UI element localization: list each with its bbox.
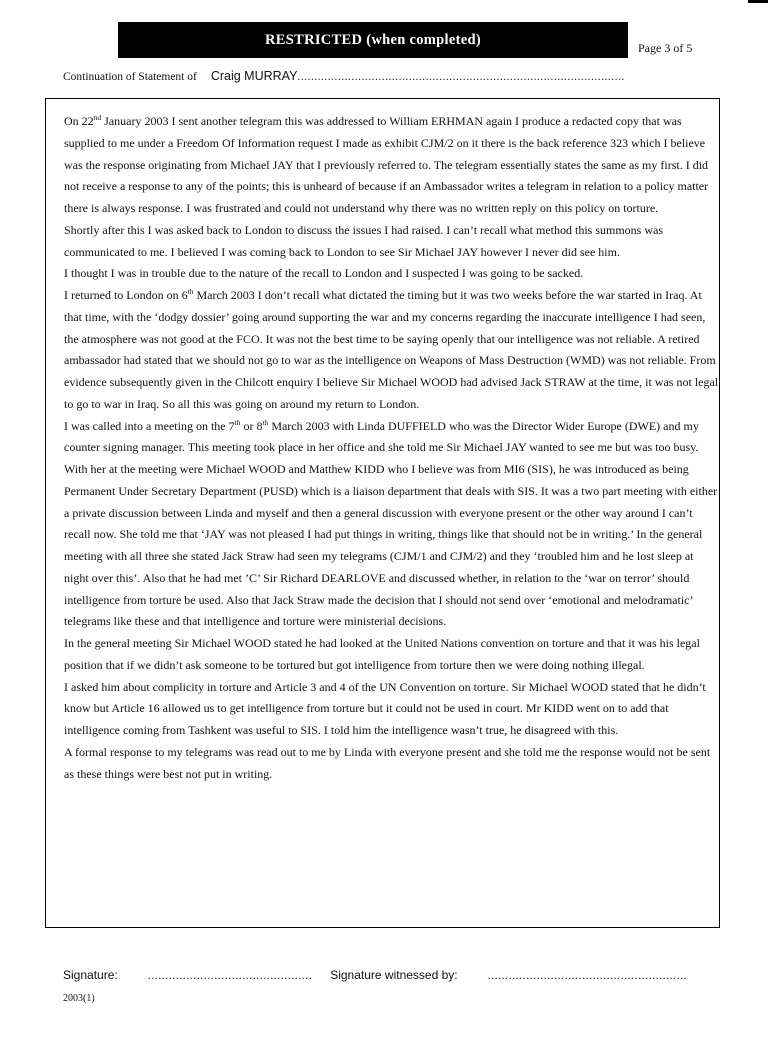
statement-paragraph [64,220,719,264]
statement-paragraph [64,742,719,786]
paragraph-text: In the general meeting Sir Michael WOOD stated he had looked at the United Nations convention on torture and that it was his legal position that if we didn’t ask someone to be tortured but got intelligence from torture then we were doing nothing illegal. [64,636,700,672]
continuation-dots: ................................................................................................. [297,71,625,83]
paragraph-text: March 2003 I don’t recall what dictated the timing but it was two weeks before the war started in Iraq. At that time, with the ‘dodgy dossier’ going around supporting the war and my concerns regarding the inaccurate intelligence I had seen, the atmosphere was not good at the FCO. It was not the best time to be saying openly that our intelligence was not reliable. A retired ambassador had stated that we should not go to war as the intelligence on Weapons of Mass Destruction (WMD) was not reliable. From evidence subsequently given in the Chilcott enquiry I believe Sir Michael WOOD had advised Jack STRAW at the time, it was not legal to go to war in Iraq. So all this was going on around my return to London. [64,288,719,411]
statement-body [64,111,719,785]
paragraph-text: I was called into a meeting on the 7 [64,418,235,433]
signature-row [63,968,703,983]
ordinal-suffix: th [262,417,269,427]
statement-paragraph [64,263,719,285]
ordinal-suffix: nd [93,113,102,122]
form-code: 2003(1) [63,993,95,1004]
signature-label: Signature: [63,968,118,982]
paragraph-text: Shortly after this I was asked back to London to discuss the issues I had raised. I can’t recall what method this summons was communicated to me. I believed I was coming back to London to see Sir Michael JAY however I never did see him. [64,222,663,259]
witnessed-label: Signature witnessed by: [330,968,458,982]
ordinal-suffix: th [187,287,194,296]
witnessed-field: ......................................................... [487,968,688,982]
signature-field: ............................................... [147,968,313,982]
paragraph-text: March 2003 with Linda DUFFIELD who was the Director Wider Europe (DWE) and my counter signing manager. This meeting took place in her office and she told me Sir Michael JAY wanted to see me but was too busy. With her at the meeting were Michael WOOD and Matthew KIDD who I believe was from MI6 (SIS), he was introduced as being Permanent Under Secretary Department (PUSD) which is a liaison department that deals with SIS. It was a two part meeting with either a private discussion between Linda and myself and then a general discussion with everyone present or the other way around I can’t recall now. She told me that ‘JAY was not pleased I had put things in writing, things like that should not be in writing.’ In the general meeting with all three she stated Jack Straw had seen my telegrams (CJM/1 and CJM/2) and they ‘troubled him and he lost sleep at night over this’. Also that he had met ’C’ Sir Richard DEARLOVE and discussed whether, in relation to the ‘war on terror’ should intelligence from torture be used. Also that Jack Straw made the decision that I should not send over ‘emotional and melodramatic’ telegrams like these and that intelligence and torture were ministerial decisions. [64,418,718,629]
statement-name: Craig MURRAY [210,69,298,83]
banner-text: RESTRICTED (when completed) [265,31,481,48]
paragraph-text: On 22 [64,114,94,128]
paragraph-text: I asked him about complicity in torture and Article 3 and 4 of the UN Convention on torture. Sir Michael WOOD stated that he didn’t know but Article 16 allowed us to get intelligence from torture but it could not be used in court. Mr KIDD went on to add that intelligence coming from Tashkent was useful to SIS. I told him the intelligence wasn’t true, he disagreed with this. [64,679,706,737]
statement-paragraph [64,285,719,416]
continuation-label: Continuation of Statement of [63,71,197,83]
statement-paragraph [64,677,719,742]
paragraph-text: I thought I was in trouble due to the nature of the recall to London and I suspected I was going to be sacked. [64,266,584,281]
paragraph-text: A formal response to my telegrams was read out to me by Linda with everyone present and she told me the response would not be sent as these things were best not put in writing. [64,744,711,781]
statement-paragraph [64,111,719,220]
paragraph-text: or 8 [240,418,263,433]
ordinal-suffix: th [234,417,241,427]
page-number: Page 3 of 5 [638,41,693,55]
paragraph-text: January 2003 I sent another telegram this was addressed to William ERHMAN again I produce a redacted copy that was supplied to me under a Freedom Of Information request I made as exhibit CJM/2 on it there is the back reference 323 which I believe was the response originating from Michael JAY that I previously referred to. The telegram essentially states the same as my first. I did not receive a response to any of the points; this is unheard of because if an Ambassador writes a telegram in relation to a policy matter there is always response. I was frustrated and could not understand why there was no written reply on this policy on torture. [64,114,709,215]
restricted-banner [118,22,628,58]
corner-mark [748,0,768,3]
paragraph-text: I returned to London on 6 [64,288,188,302]
statement-paragraph [64,416,719,634]
continuation-line [63,69,703,83]
statement-paragraph [64,633,719,677]
statement-box [45,98,720,928]
